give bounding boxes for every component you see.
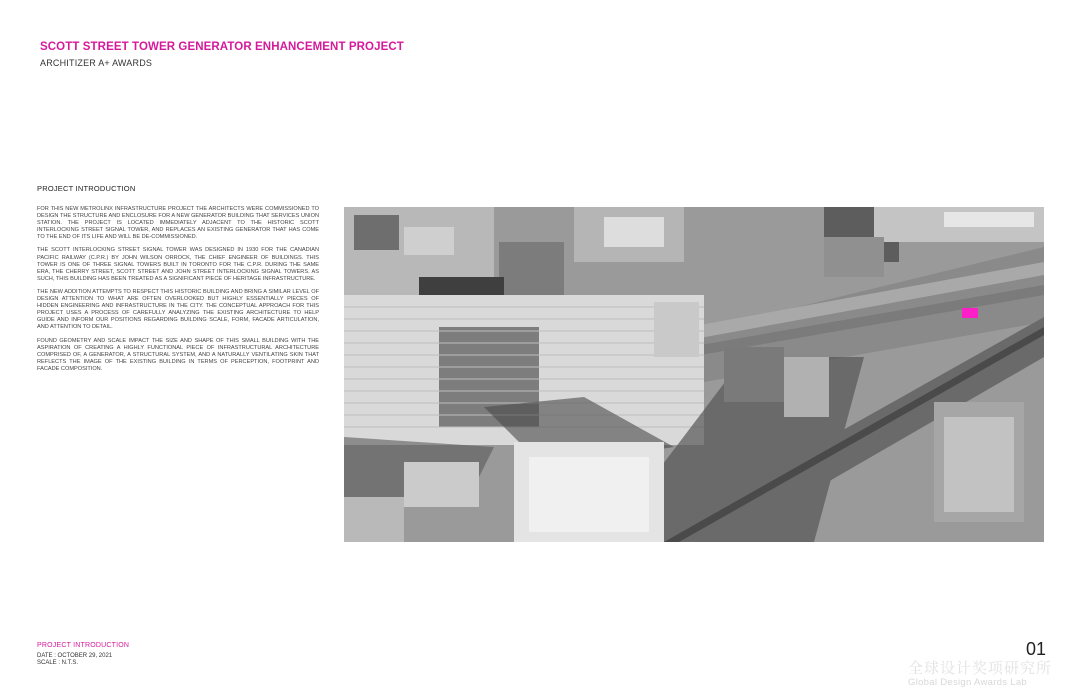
- intro-paragraph: FOUND GEOMETRY AND SCALE IMPACT THE SIZE AND SHAPE OF THIS SMALL BUILDING WITH THE ASPIRATION OF CREATING A HIGHLY FUNCTIONAL PIECE OF INFRASTRUCTURAL ARCHITECTURE COMPRISED OF, A GENERATOR, A STRUCTURAL SYSTEM, AND A NATURALLY VENTILATING SKIN THAT REFLECTS THE IMAGE OF THE EXISTING BUILDING IN TERMS OF PERCEPTION, FOOTPRINT AND FACADE COMPOSITION.: [37, 337, 319, 372]
- intro-paragraph: FOR THIS NEW METROLINX INFRASTRUCTURE PROJECT THE ARCHITECTS WERE COMMISSIONED TO DESIGN THE STRUCTURE AND ENCLOSURE FOR A NEW GENERATOR BUILDING THAT SERVICES UNION STATION. THE PROJECT IS LOCATED IMMEDIATELY ADJACENT TO THE HISTORIC SCOTT INTERLOCKING STREET SIGNAL TOWER, AND REPLACES AN EXISTING GENERATOR THAT HAS COME TO THE END OF ITS LIFE AND WILL BE DE-COMMISSIONED.: [37, 206, 319, 241]
- intro-paragraph: THE NEW ADDITION ATTEMPTS TO RESPECT THIS HISTORIC BUILDING AND BRING A SIMILAR LEVEL OF DESIGN ATTENTION TO WHAT ARE OFTEN OVERLOOKED BUT HIGHLY ESSENTIALLY PIECES OF HIDDEN ENGINEERING AND INFRASTRUCTURE IN THE CITY. THE CONCEPTUAL APPROACH FOR THIS PROJECT USES A PROCESS OF CAREFULLY ANALYZING THE EXISTING ARCHITECTURE TO HELP GUIDE AND INFORM OUR POSITIONS REGARDING BUILDING SCALE, FORM, FACADE ARTICULATION, AND ATTENTION TO DETAIL.: [37, 288, 319, 331]
- footer-title: PROJECT INTRODUCTION: [37, 642, 130, 649]
- aerial-photo-graphic: [344, 207, 1044, 542]
- intro-paragraph: THE SCOTT INTERLOCKING STREET SIGNAL TOWER WAS DESIGNED IN 1930 FOR THE CANADIAN PACIFIC RAILWAY (C.P.R.) BY JOHN WILSON ORROCK, THE CHIEF ENGINEER OF BUILDINGS. THIS TOWER IS ONE OF THREE SIGNAL TOWERS BUILT IN TORONTO FOR THE C.P.R. DURING THE SAME ERA, THE CHERRY STREET, SCOTT STREET AND JOHN STREET INTERLOCKING SIGNAL TOWERS. AS SUCH, THIS BUILDING HAS BEEN TREATED AS A SIGNIFICANT PIECE OF HERITAGE INFRASTRUCTURE.: [37, 247, 319, 282]
- project-site-marker: [962, 308, 978, 318]
- project-subtitle: ARCHITIZER A+ AWARDS: [40, 58, 153, 68]
- aerial-photo: [344, 207, 1044, 542]
- project-title: SCOTT STREET TOWER GENERATOR ENHANCEMENT PROJECT: [40, 41, 404, 53]
- footer-scale: SCALE : N.T.S.: [37, 660, 79, 666]
- footer-date: DATE : OCTOBER 29, 2021: [37, 653, 113, 659]
- page-number: 01: [1026, 639, 1047, 659]
- intro-body: [37, 206, 319, 379]
- watermark-en: Global Design Awards Lab: [908, 677, 1027, 688]
- watermark-cn: 全球设计奖项研究所: [908, 660, 1053, 677]
- intro-heading: PROJECT INTRODUCTION: [37, 184, 136, 193]
